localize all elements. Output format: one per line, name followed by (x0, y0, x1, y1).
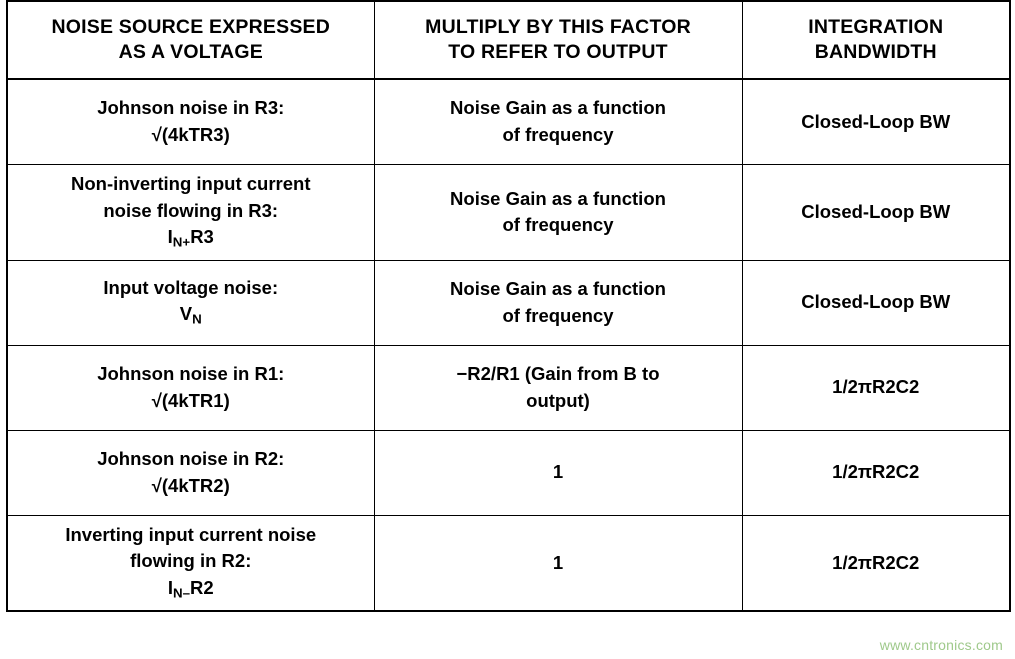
source-line-2: noise flowing in R3: (103, 199, 279, 221)
source-line-2 (18, 301, 364, 330)
resistor-label: R3 (190, 225, 214, 247)
header-line-1: MULTIPLY BY THIS FACTOR (425, 16, 691, 39)
factor-line-1: Noise Gain as a function (450, 187, 666, 209)
factor-line-2: of frequency (502, 123, 614, 145)
cell-noise-source (7, 345, 374, 430)
cell-noise-source (7, 79, 374, 164)
column-header-multiply-factor (374, 1, 742, 79)
current-subscript: N– (172, 585, 190, 601)
noise-contributions-table (6, 0, 1011, 612)
column-header-integration-bandwidth (742, 1, 1010, 79)
factor-line-2: output) (526, 389, 590, 411)
source-line-1: Johnson noise in R2: (97, 448, 285, 470)
cell-noise-source (7, 515, 374, 611)
source-line-2: √(4kTR3) (151, 123, 230, 145)
cell-integration-bandwidth: Closed-Loop BW (742, 260, 1010, 345)
factor-line-1: −R2/R1 (Gain from B to (456, 363, 660, 385)
table-row (7, 515, 1010, 611)
table-body (7, 79, 1010, 611)
cell-multiply-factor (374, 260, 742, 345)
column-header-noise-source (7, 1, 374, 79)
source-line-1: Johnson noise in R3: (97, 97, 285, 119)
header-line-2: AS A VOLTAGE (118, 41, 263, 63)
cell-multiply-factor (374, 515, 742, 611)
cell-multiply-factor (374, 345, 742, 430)
factor-line-1: Noise Gain as a function (450, 278, 666, 300)
table-row (7, 79, 1010, 164)
cell-integration-bandwidth: 1/2πR2C2 (742, 430, 1010, 515)
source-line-1: Johnson noise in R1: (97, 363, 285, 385)
table-row (7, 164, 1010, 260)
voltage-subscript: N (192, 312, 202, 328)
cell-integration-bandwidth: Closed-Loop BW (742, 79, 1010, 164)
header-line-1: INTEGRATION (808, 16, 944, 39)
voltage-symbol: V (179, 303, 193, 325)
current-symbol: I (167, 225, 173, 247)
cell-integration-bandwidth: 1/2πR2C2 (742, 515, 1010, 611)
cell-multiply-factor (374, 430, 742, 515)
source-line-2: flowing in R2: (130, 550, 252, 572)
factor-line-1: Noise Gain as a function (450, 97, 666, 119)
header-line-1: NOISE SOURCE EXPRESSED (51, 16, 331, 39)
header-line-2: TO REFER TO OUTPUT (448, 41, 668, 63)
watermark: www.cntronics.com (879, 637, 1003, 653)
table-row (7, 345, 1010, 430)
current-subscript: N+ (172, 234, 191, 250)
source-line-2: √(4kTR2) (151, 474, 230, 496)
header-line-2: BANDWIDTH (814, 41, 937, 63)
source-line-1: Non-inverting input current (71, 173, 311, 195)
cell-integration-bandwidth: Closed-Loop BW (742, 164, 1010, 260)
cell-noise-source (7, 260, 374, 345)
factor-line-1: 1 (552, 551, 564, 573)
table-row (7, 430, 1010, 515)
resistor-label: R2 (190, 576, 214, 598)
table-header (7, 1, 1010, 79)
cell-integration-bandwidth: 1/2πR2C2 (742, 345, 1010, 430)
source-line-1: Inverting input current noise (65, 524, 317, 546)
cell-multiply-factor (374, 164, 742, 260)
source-line-1: Input voltage noise: (103, 277, 279, 299)
current-symbol: I (167, 576, 173, 598)
cell-multiply-factor (374, 79, 742, 164)
cell-noise-source (7, 164, 374, 260)
source-line-3 (18, 575, 364, 604)
source-line-3 (18, 224, 364, 253)
factor-line-2: of frequency (502, 214, 614, 235)
source-line-2: √(4kTR1) (151, 389, 230, 411)
table-row (7, 260, 1010, 345)
cell-noise-source (7, 430, 374, 515)
factor-line-2: of frequency (502, 304, 614, 326)
factor-line-1: 1 (552, 461, 564, 483)
header-row (7, 1, 1010, 79)
